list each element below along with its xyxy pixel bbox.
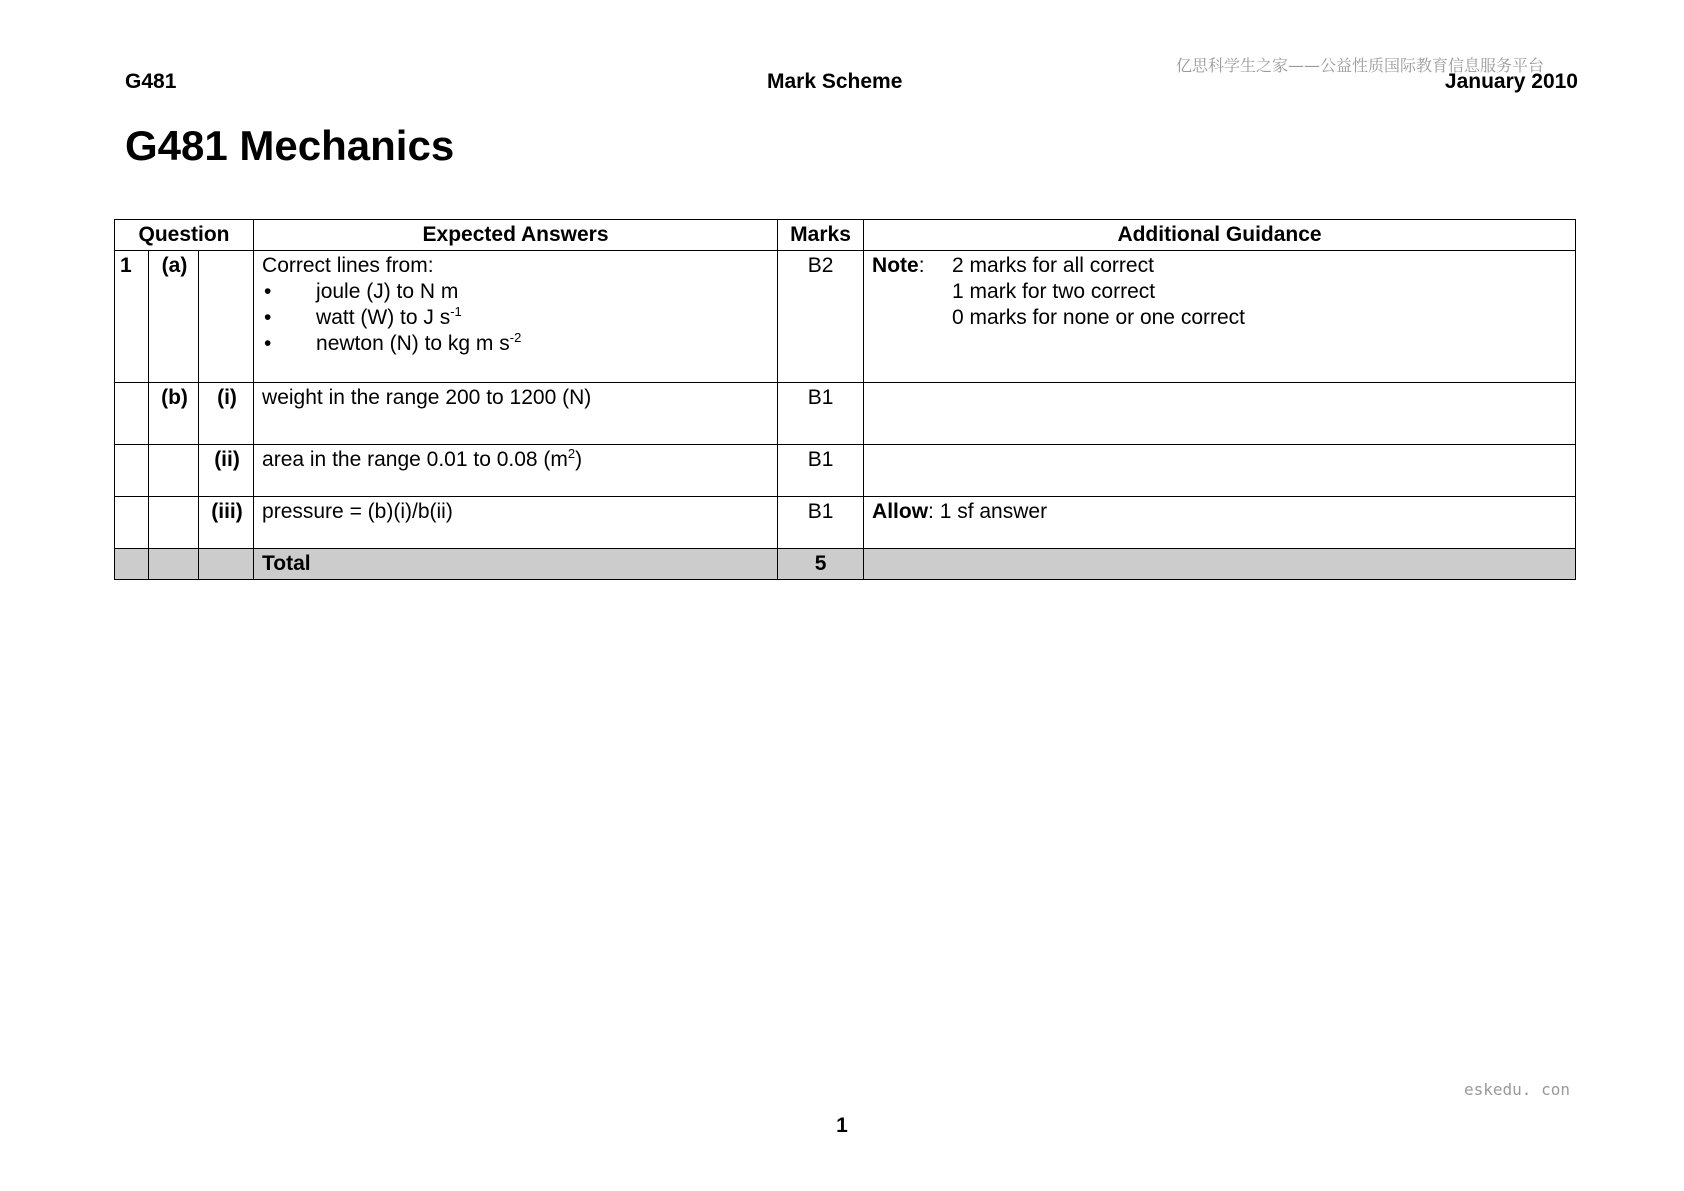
total-label: Total (254, 549, 778, 580)
question-number: 1 (115, 251, 149, 383)
expected-answer: pressure = (b)(i)/b(ii) (254, 497, 778, 549)
table-row (115, 497, 1576, 549)
header-marks: Marks (778, 220, 864, 251)
watermark-bottom: eskedu. con (1464, 1080, 1570, 1099)
header-code: G481 (125, 70, 177, 93)
guidance-cell: Note: 2 marks for all correct 1 mark for two correct 0 marks for none or one correct (864, 251, 1576, 383)
header-document-type: Mark Scheme (767, 70, 903, 93)
question-part: (b) (149, 383, 199, 445)
list-item: • newton (N) to kg m $s^{-2}$ (262, 331, 769, 357)
expected-answer (254, 251, 778, 383)
question-subpart: (i) (199, 383, 254, 445)
marks-cell: B2 (778, 251, 864, 383)
question-subpart: (ii) (199, 445, 254, 497)
table-row (115, 251, 1576, 383)
header-question: Question (115, 220, 254, 251)
header-additional-guidance: Additional Guidance (864, 220, 1576, 251)
mark-scheme-table (114, 219, 1576, 580)
page-title: G481 Mechanics (125, 122, 455, 169)
answer-list (262, 279, 769, 357)
list-item: • watt (W) to J $s^{-1}$ (262, 305, 769, 331)
marks-cell: B1 (778, 497, 864, 549)
guidance-line: 2 marks for all correct (952, 254, 1154, 277)
table-header-row (115, 220, 1576, 251)
note-label: Note (872, 254, 919, 277)
guidance-line: 0 marks for none or one correct (952, 306, 1245, 329)
question-subpart (199, 251, 254, 383)
marks-cell: B1 (778, 383, 864, 445)
expected-answer: area in the range 0.01 to 0.08 $(m^2)$ (254, 445, 778, 497)
marks-cell: B1 (778, 445, 864, 497)
list-item: • joule (J) to N m (262, 279, 769, 305)
table-row (115, 383, 1576, 445)
question-subpart: (iii) (199, 497, 254, 549)
total-row (115, 549, 1576, 580)
header-expected-answers: Expected Answers (254, 220, 778, 251)
guidance-cell (864, 445, 1576, 497)
header-date: January 2010 (1444, 70, 1578, 93)
total-marks: 5 (778, 549, 864, 580)
question-part: (a) (149, 251, 199, 383)
watermark-top: 亿思科学生之家——公益性质国际教育信息服务平台 (1176, 56, 1545, 75)
guidance-cell: Allow: 1 sf answer (864, 497, 1576, 549)
guidance-cell (864, 383, 1576, 445)
allow-label: Allow (872, 500, 929, 523)
expected-answer: weight in the range 200 to 1200 (N) (254, 383, 778, 445)
table-row (115, 445, 1576, 497)
answer-intro: Correct lines from: (262, 254, 434, 277)
page-number: 1 (836, 1114, 848, 1137)
guidance-line: 1 mark for two correct (952, 280, 1156, 303)
